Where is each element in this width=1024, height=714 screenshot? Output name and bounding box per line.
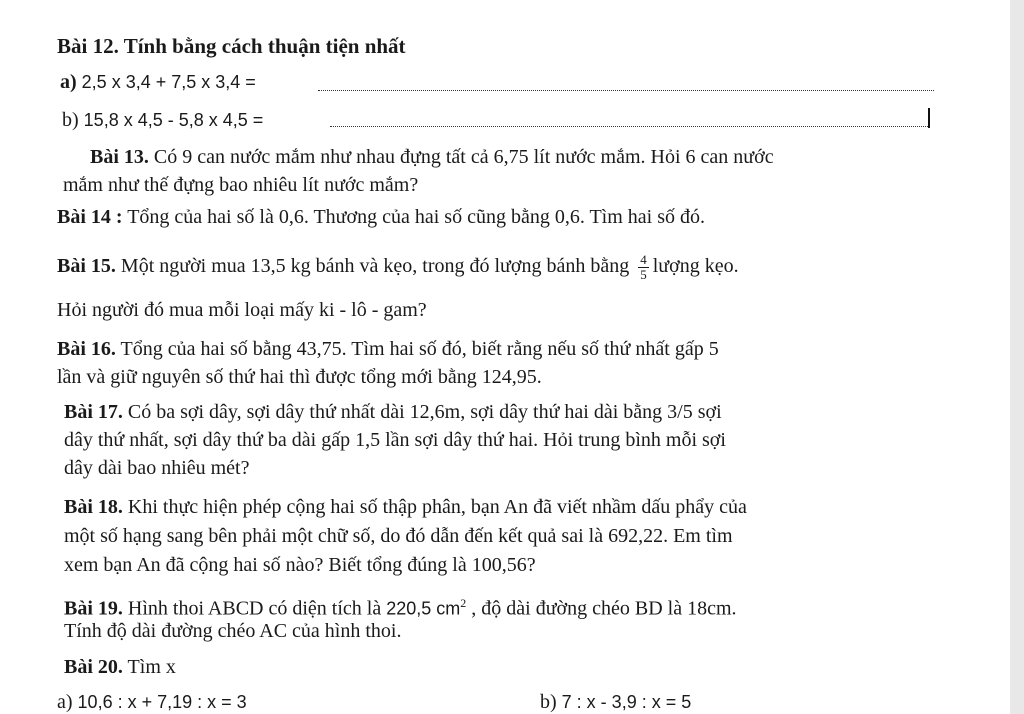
b16-line1: Bài 16. Tổng của hai số bằng 43,75. Tìm hai số đó, biết rằng nếu số thứ nhất gấp 5: [57, 338, 719, 360]
label-a: a): [60, 71, 77, 93]
b18-line2: một số hạng sang bên phải một chữ số, do đó dẫn đến kết quả sai là 692,22. Em tìm: [64, 525, 733, 547]
label-b: b): [62, 109, 79, 131]
b17-line2: dây thứ nhất, sợi dây thứ ba dài gấp 1,5 lần sợi dây thứ hai. Hỏi trung bình mỗi sợi: [64, 429, 726, 451]
b13-line2: mắm như thế đựng bao nhiêu lít nước mắm?: [63, 174, 419, 196]
b14: Bài 14 : Tổng của hai số là 0,6. Thương của hai số cũng bằng 0,6. Tìm hai số đó.: [57, 206, 706, 228]
fraction-4-5: $\frac{4}{5}$: [640, 252, 647, 282]
title-bai-12: Bài 12. Tính bằng cách thuận tiện nhất: [57, 34, 406, 58]
b12-b: [62, 108, 263, 132]
b17-line3: dây dài bao nhiêu mét?: [64, 457, 250, 479]
b15-line2: Hỏi người đó mua mỗi loại mấy ki - lô - gam?: [57, 299, 427, 321]
b17-line1: Bài 17. Có ba sợi dây, sợi dây thứ nhất dài 12,6m, sợi dây thứ hai dài bằng 3/5 sợi: [64, 401, 722, 423]
b19-line1: Bài 19. Hình thoi ABCD có diện tích là 220,5 $cm^2$ , độ dài đường chéo BD là 18cm.: [64, 596, 737, 620]
b20-title: Bài 20. Tìm x: [64, 656, 176, 678]
expr-a: 2,5 x 3,4 + 7,5 x 3,4 =: [81, 72, 256, 92]
b19-line2: Tính độ dài đường chéo AC của hình thoi.: [64, 620, 402, 642]
b12-a: [60, 70, 256, 94]
expr-b: 15,8 x 4,5 - 5,8 x 4,5 =: [83, 110, 264, 130]
b18-line3: xem bạn An đã cộng hai số nào? Biết tổng đúng là 100,56?: [64, 554, 536, 576]
b20-b: b) 7 : x - 3,9 : x = 5: [540, 691, 692, 713]
b18-line1: Bài 18. Khi thực hiện phép cộng hai số thập phân, bạn An đã viết nhầm dấu phẩy của: [64, 496, 747, 518]
b16-line2: lần và giữ nguyên số thứ hai thì được tổng mới bằng 124,95.: [57, 366, 542, 388]
b20-a: a) 10,6 : x + 7,19 : x = 3: [57, 691, 247, 713]
b13-line1: Bài 13. Có 9 can nước mắm như nhau đựng tất cả 6,75 lít nước mắm. Hỏi 6 can nước: [90, 146, 774, 168]
page-edge: [1010, 0, 1024, 714]
text-cursor: [928, 108, 930, 128]
b15-line1: Bài 15. Một người mua 13,5 kg bánh và kẹo, trong đó lượng bánh bằng $\frac{4}{5}$ lượng kẹo.: [57, 252, 739, 282]
answer-line-a: [318, 90, 934, 91]
answer-line-b: [330, 126, 928, 127]
